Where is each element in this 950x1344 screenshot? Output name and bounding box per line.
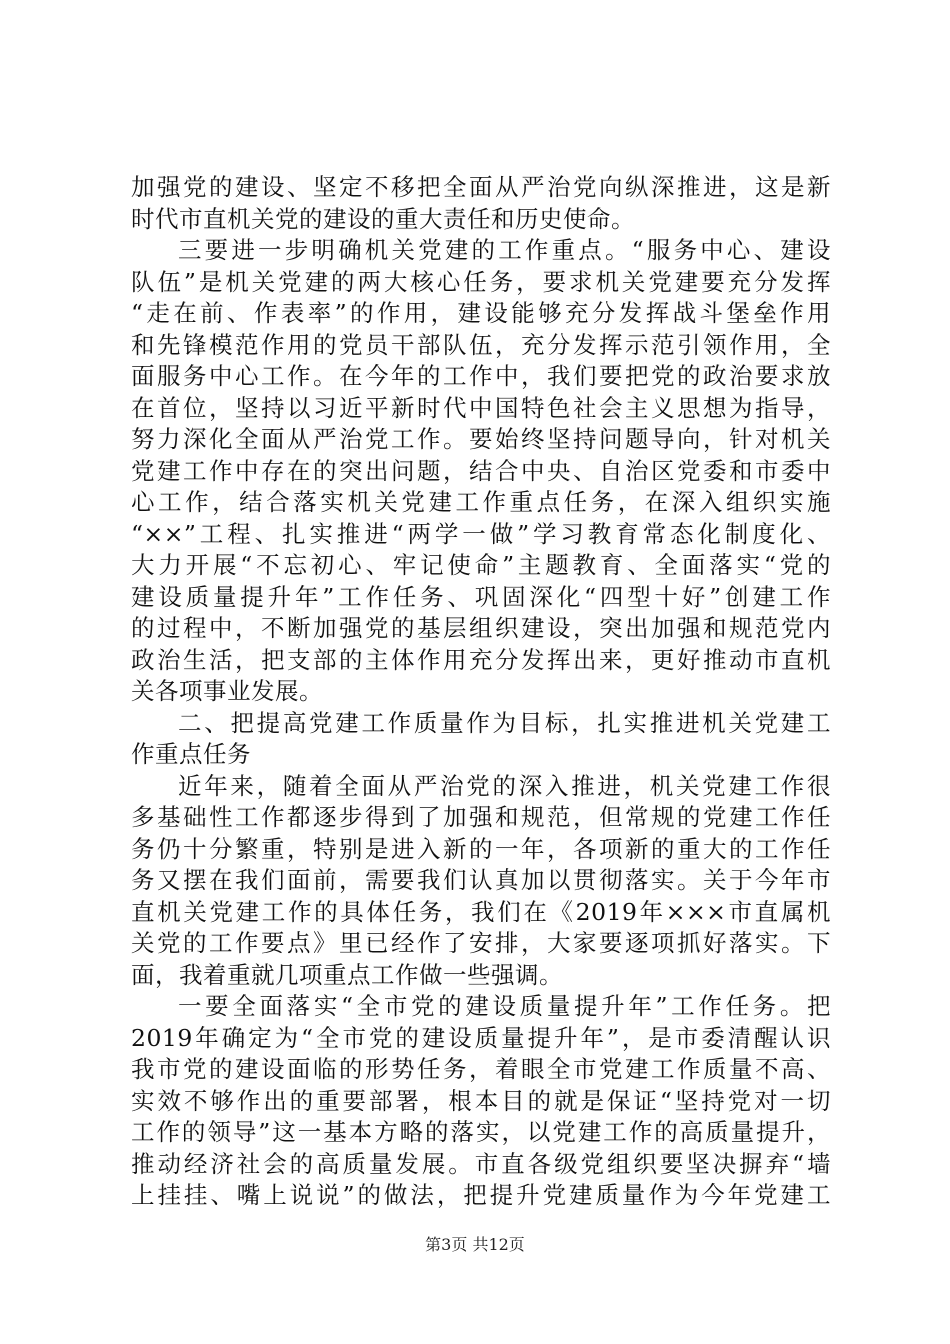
text-line: 我市党的建设面临的形势任务，着眼全市党建工作质量不高、 [131,1055,831,1083]
text-line: 在首位，坚持以习近平新时代中国特色社会主义思想为指导， [131,393,831,422]
text-line: 面，我着重就几项重点工作做一些强调。 [131,960,563,989]
text-line: 时代市直机关党的建设的重大责任和历史使命。 [131,204,635,233]
text-line: 2019年确定为“全市党的建设质量提升年”，是市委清醒认识 [131,1023,831,1052]
text-line: 关各项事业发展。 [131,677,323,705]
text-line: 推动经济社会的高质量发展。市直各级党组织要坚决摒弃“墙 [131,1149,831,1178]
section-heading-line: 作重点任务 [131,740,251,768]
text-line: 实效不够作出的重要部署，根本目的就是保证“坚持党对一切 [131,1086,831,1115]
text-line: 关党的工作要点》里已经作了安排，大家要逐项抓好落实。下 [131,929,831,957]
page-number-footer: 第3页 共12页 [425,1235,525,1254]
text-line: 的过程中，不断加强党的基层组织建设，突出加强和规范党内 [131,614,831,642]
text-line: 队伍”是机关党建的两大核心任务，要求机关党建要充分发挥 [131,267,831,296]
text-line: 努力深化全面从严治党工作。要始终坚持问题导向，针对机关 [131,425,831,453]
text-line: 直机关党建工作的具体任务，我们在《2019年×××市直属机 [131,897,831,926]
text-line: 加强党的建设、坚定不移把全面从严治党向纵深推进，这是新 [131,173,831,201]
text-line: 政治生活，把支部的主体作用充分发挥出来，更好推动市直机 [131,645,831,674]
text-line: “走在前、作表率”的作用，建设能够充分发挥战斗堡垒作用 [131,299,831,327]
text-line: 建设质量提升年”工作任务、巩固深化“四型十好”创建工作 [131,582,831,611]
text-line: “××”工程、扎实推进“两学一做”学习教育常态化制度化、 [131,519,831,548]
text-line: 三要进一步明确机关党建的工作重点。“服务中心、建设 [178,236,831,264]
text-line: 上挂挂、嘴上说说”的做法，把提升党建质量作为今年党建工 [131,1181,831,1209]
text-line: 近年来，随着全面从严治党的深入推进，机关党建工作很 [178,771,831,800]
text-line: 大力开展“不忘初心、牢记使命”主题教育、全面落实“党的 [131,551,831,579]
text-line: 面服务中心工作。在今年的工作中，我们要把党的政治要求放 [131,362,831,390]
text-line: 多基础性工作都逐步得到了加强和规范，但常规的党建工作任 [131,803,831,831]
text-line: 党建工作中存在的突出问题，结合中央、自治区党委和市委中 [131,456,831,485]
text-line: 务又摆在我们面前，需要我们认真加以贯彻落实。关于今年市 [131,866,831,894]
section-heading-line: 二、把提高党建工作质量作为目标，扎实推进机关党建工 [178,708,831,737]
text-line: 务仍十分繁重，特别是进入新的一年，各项新的重大的工作任 [131,834,831,863]
text-line: 工作的领导”这一基本方略的落实，以党建工作的高质量提升， [131,1118,831,1146]
text-line: 一要全面落实“全市党的建设质量提升年”工作任务。把 [178,992,831,1020]
text-line: 心工作，结合落实机关党建工作重点任务，在深入组织实施 [131,488,831,516]
text-line: 和先锋模范作用的党员干部队伍，充分发挥示范引领作用，全 [131,330,831,359]
body-text [131,172,831,1212]
